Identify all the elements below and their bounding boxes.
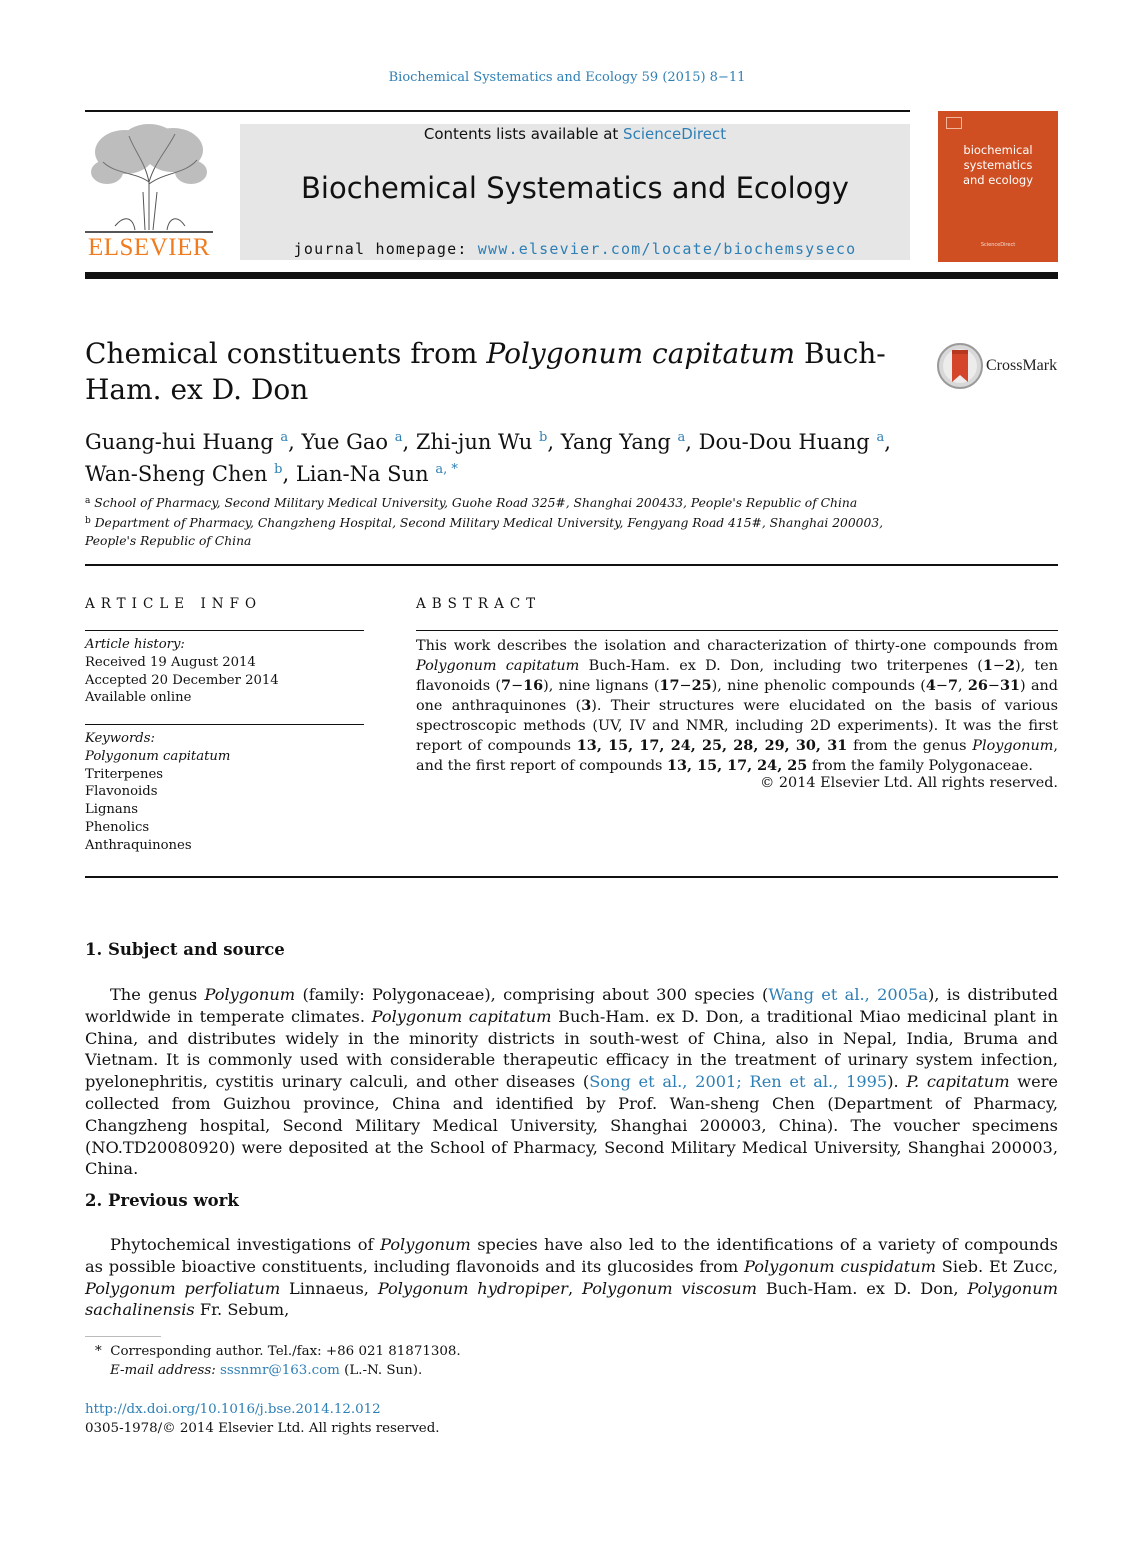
affiliations (85, 492, 925, 550)
keyword: Anthraquinones (85, 837, 192, 853)
keyword: Phenolics (85, 819, 150, 835)
keyword: Flavonoids (85, 784, 158, 800)
journal-title: Biochemical Systematics and Ecology (301, 171, 849, 205)
author-affiliation-mark[interactable]: b (539, 430, 548, 445)
author-separator: , (282, 462, 296, 486)
keywords-label: Keywords: (85, 731, 155, 746)
article-title (85, 336, 915, 408)
sciencedirect-link[interactable]: ScienceDirect (623, 125, 727, 143)
email-note: E-mail address: sssnmr@163.com (L.-N. Sun). (110, 1363, 423, 1378)
title-part-2: Buch-Ham. ex D. Don (85, 337, 886, 406)
crossmark-icon (936, 342, 984, 390)
keyword: Polygonum capitatum (85, 748, 231, 764)
homepage-link[interactable]: www.elsevier.com/locate/biochemsyseco (477, 240, 857, 258)
author-separator: , (547, 430, 561, 454)
reference-link[interactable]: Song et al., 2001; Ren et al., 1995 (589, 1072, 888, 1092)
homepage-line (240, 240, 910, 258)
footnotes (85, 1342, 685, 1380)
title-part-1: Chemical constituents from (85, 337, 487, 370)
header-bottom-rule (85, 272, 1058, 279)
publisher-name: ELSEVIER (87, 234, 211, 261)
journal-cover[interactable] (938, 111, 1058, 262)
author-affiliation-mark[interactable]: b (274, 462, 283, 477)
section-1-text: The genus Polygonum (family: Polygonaceae), comprising about 300 species (Wang et al., 2005a), is distributed worldwide in temperate climates. Polygonum capitatum Buch-Ham. ex D. Don, a traditional Miao medicinal plant in China, and distributes widely in the minority districts in south-west of China, also in Nepal, India, Bruma and Vietnam. It is commonly used with considerable therapeutic efficacy in the treatment of urinary system infection, pyelonephritis, cystitis urinary calculi, and other diseases (Song et al., 2001; Ren et al., 1995). P. capitatum were collected from Guizhou province, China and identified by Prof. Wan-sheng Chen (Department of Pharmacy, Changzheng hospital, Second Military Medical University, Shanghai 200003, China). The voucher specimens (NO.TD20080920) were deposited at the School of Pharmacy, Second Military Medical University, Shanghai 200003, China. (85, 985, 1059, 1179)
footnote-rule (85, 1336, 161, 1337)
affiliation-a (85, 492, 925, 512)
corresponding-author-note: * Corresponding author. Tel./fax: +86 021 81871308. (95, 1344, 461, 1359)
contents-line (240, 124, 910, 143)
author-affiliation-mark[interactable]: a (876, 430, 885, 445)
author-name[interactable]: Yang Yang (560, 430, 671, 454)
section-2-text: Phytochemical investigations of Polygonum species have also led to the identifications of a variety of compounds as possible bioactive constituents, including flavonoids and its glucosides from Polygonum cuspidatum Sieb. Et Zucc, Polygonum perfoliatum Linnaeus, Polygonum hydropiper, Polygonum viscosum Buch-Ham. ex D. Don, Polygonum sachalinensis Fr. Sebum, (85, 1235, 1058, 1320)
author-affiliation-mark[interactable]: a, * (435, 462, 458, 477)
email-link[interactable]: sssnmr@163.com (220, 1363, 340, 1378)
abstract-text: This work describes the isolation and characterization of thirty-one compounds from Polygonum capitatum Buch-Ham. ex D. Don, including two triterpenes (1−2), ten flavonoids (7−16), nine lignans (17−25), nine phenolic compounds (4−7, 26−31) and one anthraquinones (3). Their structures were elucidated on the basis of various spectroscopic methods (UV, IV and NMR, including 2D experiments). It was the first report of compounds 13, 15, 17, 24, 25, 28, 29, 30, 31 from the genus Ploygonum, and the first report of compounds 13, 15, 17, 24, 25 from the family Polygonaceae. (416, 638, 1059, 774)
section-rule (85, 564, 1058, 566)
history-accepted: Accepted 20 December 2014 (85, 672, 279, 688)
header-top-rule (85, 110, 910, 112)
abstract-rule (416, 630, 1058, 631)
author-separator: , (288, 430, 302, 454)
issn-line: 0305-1978/© 2014 Elsevier Ltd. All rights reserved. (85, 1421, 440, 1436)
keywords (85, 730, 364, 855)
section-rule (85, 876, 1058, 878)
journal-banner (240, 124, 910, 260)
section-2-heading: 2. Previous work (85, 1191, 239, 1210)
author-separator: , (685, 430, 699, 454)
abstract-heading: ABSTRACT (416, 596, 542, 612)
crossmark-badge[interactable] (936, 342, 1058, 392)
author-affiliation-mark[interactable]: a (677, 430, 686, 445)
homepage-prefix: journal homepage: (293, 240, 478, 258)
cover-sciencedirect-icon: ScienceDirect (980, 242, 1016, 248)
author-separator: , (884, 430, 891, 454)
author-affiliation-mark[interactable]: a (394, 430, 403, 445)
affiliation-b (85, 512, 925, 550)
history-online: Available online (85, 690, 192, 706)
reference-link[interactable]: Wang et al., 2005a (768, 985, 928, 1004)
author-list (85, 424, 985, 488)
author-name[interactable]: Yue Gao (301, 430, 389, 454)
journal-citation[interactable]: Biochemical Systematics and Ecology 59 (2015) 8−11 (388, 70, 746, 85)
keyword: Triterpenes (85, 766, 164, 782)
info-rule (85, 630, 364, 631)
affiliation-text: School of Pharmacy, Second Military Medical University, Guohe Road 325#, Shanghai 200433, People's Republic of China (94, 496, 858, 510)
author-name[interactable]: Zhi-jun Wu (415, 430, 533, 454)
author-name[interactable]: Guang-hui Huang (85, 430, 274, 454)
cover-logo-icon (946, 117, 962, 129)
keyword: Lignans (85, 802, 139, 818)
author-affiliation-mark[interactable]: a (280, 430, 289, 445)
author-separator: , (402, 430, 416, 454)
history-received: Received 19 August 2014 (85, 654, 256, 670)
info-rule (85, 724, 364, 725)
cover-title: biochemical systematics and ecology (962, 143, 1034, 187)
article-info-heading: ARTICLE INFO (85, 596, 263, 612)
section-1-heading: 1. Subject and source (85, 940, 285, 959)
article-history (85, 636, 364, 707)
author-name[interactable]: Dou-Dou Huang (698, 430, 870, 454)
doi-block (85, 1400, 685, 1438)
author-name[interactable]: Lian-Na Sun (295, 462, 429, 486)
elsevier-logo[interactable] (85, 122, 213, 262)
doi-link[interactable]: http://dx.doi.org/10.1016/j.bse.2014.12.012 (85, 1402, 381, 1417)
affiliation-text: Department of Pharmacy, Changzheng Hospital, Second Military Medical University, Fengyang Road 415#, Shanghai 200003, People's Republic of China (85, 516, 884, 548)
title-species: Polygonum capitatum (486, 337, 796, 370)
contents-prefix: Contents lists available at (423, 125, 624, 143)
crossmark-label: CrossMark (986, 357, 1058, 374)
elsevier-tree-icon (85, 122, 213, 234)
affiliation-mark: a (85, 496, 91, 506)
affiliation-mark: b (85, 516, 91, 526)
author-name[interactable]: Wan-Sheng Chen (85, 462, 268, 486)
abstract-copyright: © 2014 Elsevier Ltd. All rights reserved. (759, 775, 1058, 791)
history-label: Article history: (85, 637, 185, 652)
